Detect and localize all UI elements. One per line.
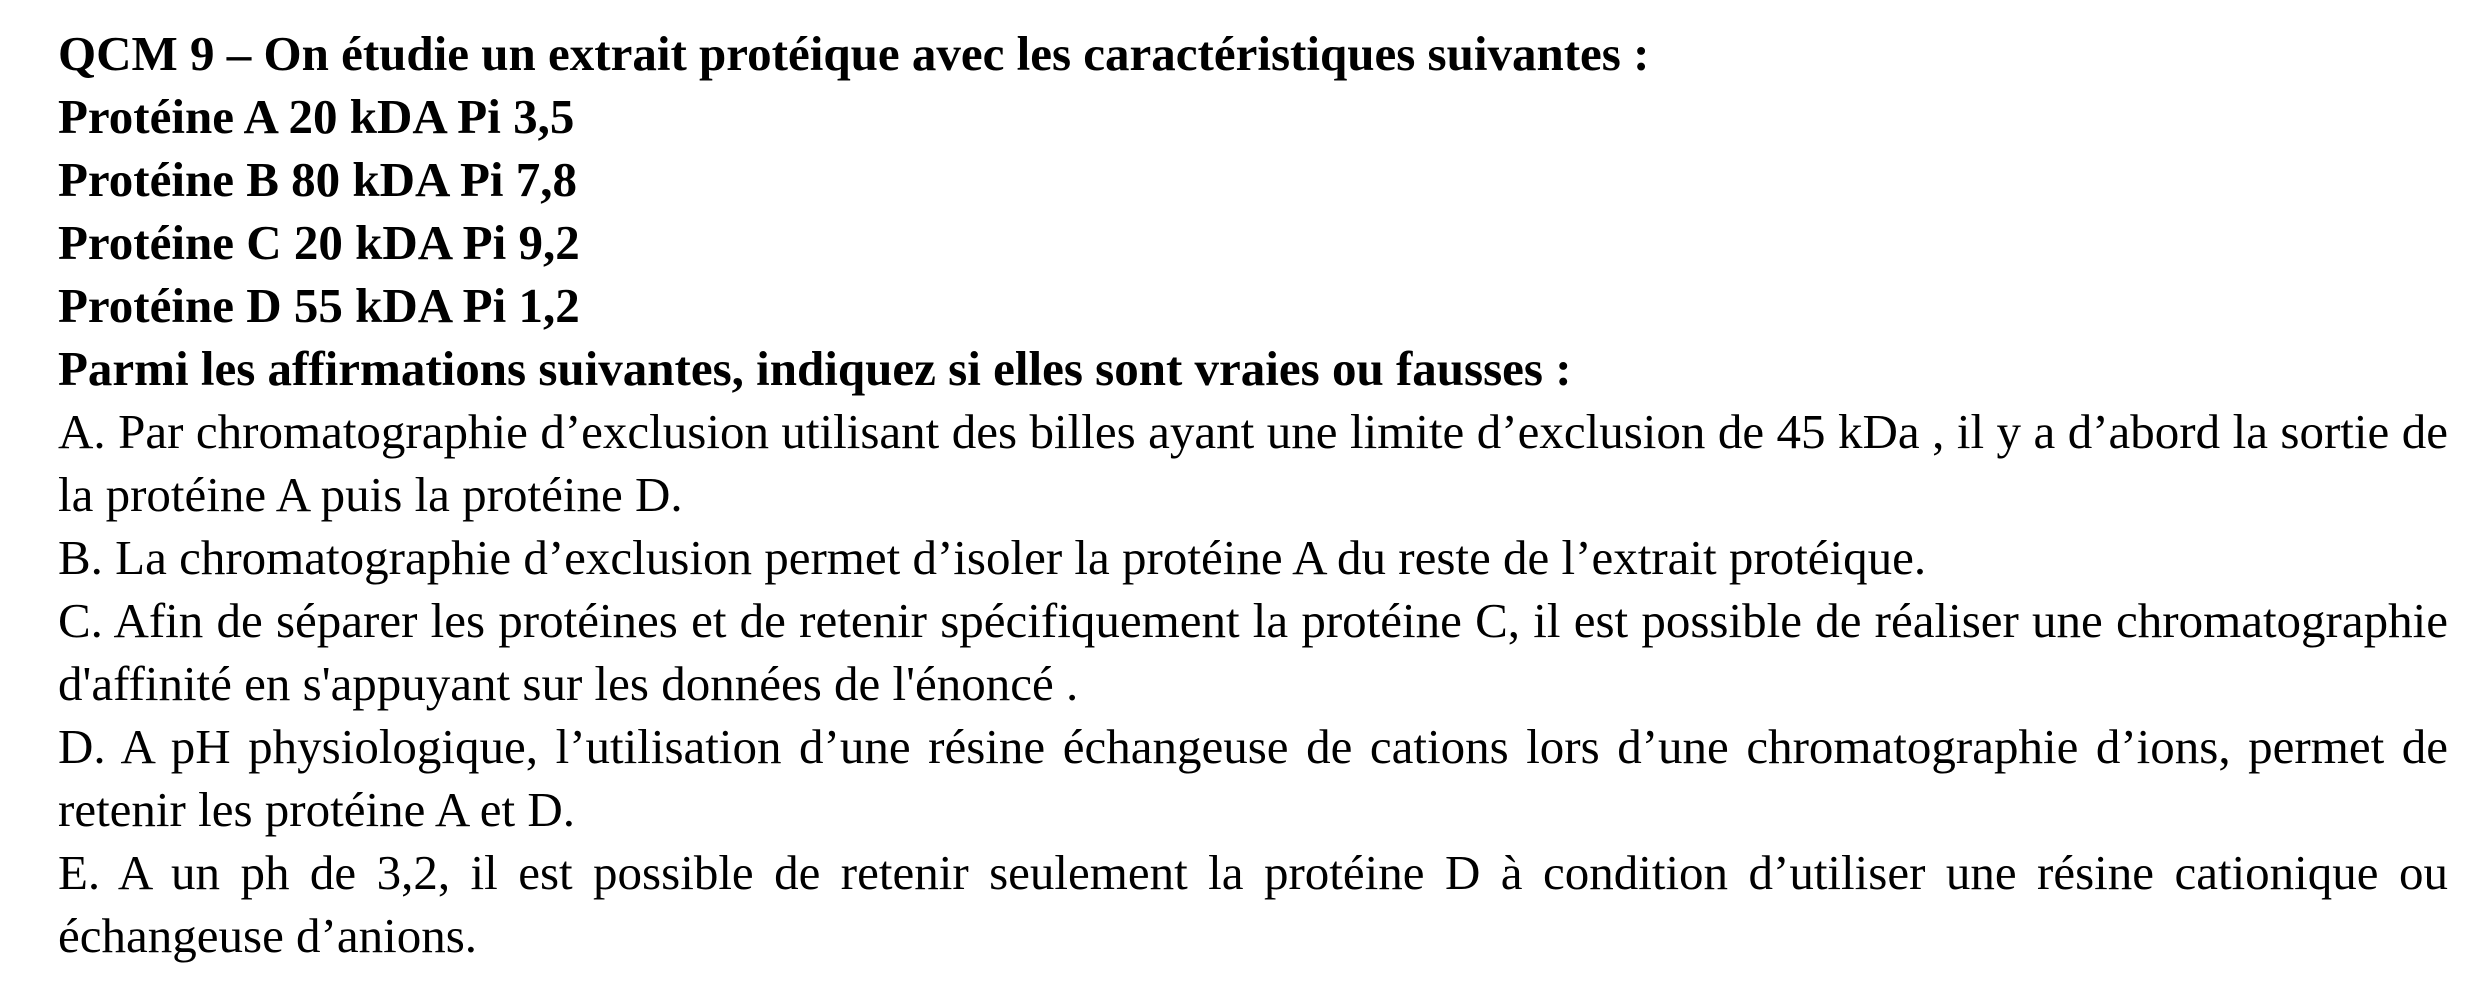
- option-b: B. La chromatographie d’exclusion permet d’isoler la protéine A du reste de l’extrait protéique.: [58, 530, 1927, 585]
- protein-c-line: Protéine C 20 kDA Pi 9,2: [58, 215, 580, 270]
- protein-b-line: Protéine B 80 kDA Pi 7,8: [58, 152, 578, 207]
- option-c: C. Afin de séparer les protéines et de retenir spécifiquement la protéine C, il est possible de réaliser une chromatographie d'affinité en s'appuyant sur les données de l'énoncé .: [58, 593, 2448, 711]
- option-e: E. A un ph de 3,2, il est possible de retenir seulement la protéine D à condition d’utiliser une résine cationique ou échangeuse d’anions.: [58, 845, 2448, 963]
- option-d: D. A pH physiologique, l’utilisation d’une résine échangeuse de cations lors d’une chromatographie d’ions, permet de retenir les protéine A et D.: [58, 719, 2448, 837]
- question-title: QCM 9 – On étudie un extrait protéique avec les caractéristiques suivantes :: [58, 26, 1650, 81]
- protein-a-line: Protéine A 20 kDA Pi 3,5: [58, 89, 575, 144]
- option-a: A. Par chromatographie d’exclusion utilisant des billes ayant une limite d’exclusion de 45 kDa , il y a d’abord la sortie de la protéine A puis la protéine D.: [58, 404, 2448, 522]
- question-document: [58, 22, 2448, 967]
- protein-d-line: Protéine D 55 kDA Pi 1,2: [58, 278, 580, 333]
- instruction-line: Parmi les affirmations suivantes, indiquez si elles sont vraies ou fausses :: [58, 341, 1572, 396]
